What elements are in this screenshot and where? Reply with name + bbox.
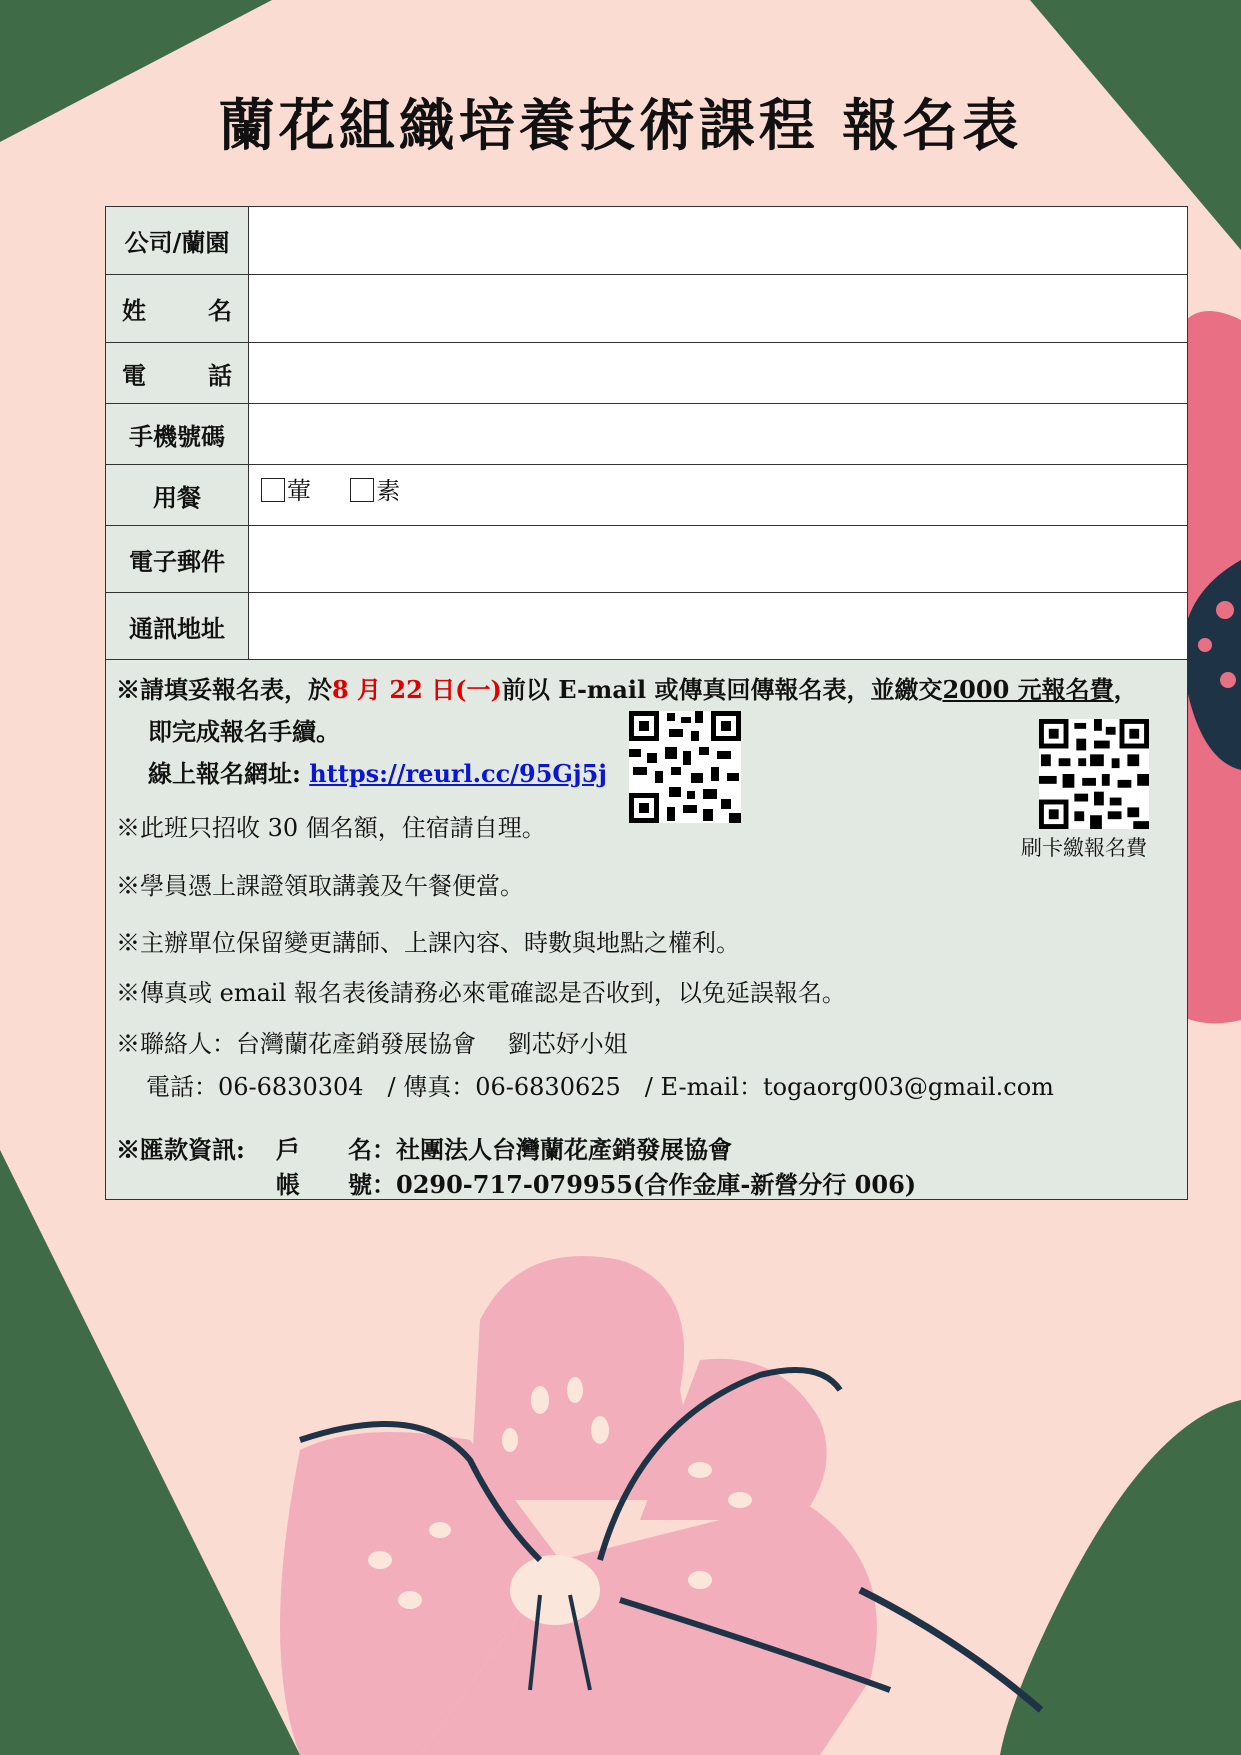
phone-field[interactable] xyxy=(249,343,1187,403)
vegetarian-checkbox[interactable] xyxy=(350,478,374,502)
complete-note: 即完成報名手續。 xyxy=(148,717,340,746)
rights-note: ※主辦單位保留變更講師、上課內容、時數與地點之權利。 xyxy=(116,929,740,957)
label-meal: 用餐 xyxy=(106,465,249,525)
label-phone: 電 話 xyxy=(106,343,249,403)
mobile-field[interactable] xyxy=(249,404,1187,464)
form-row-email xyxy=(106,526,1187,593)
form-row-company xyxy=(106,207,1187,275)
registration-form xyxy=(105,206,1188,1200)
remit-account-name: 戶 名：社團法人台灣蘭花產銷發展協會 xyxy=(276,1135,732,1164)
contact-person: ※聯絡人：台灣蘭花產銷發展協會 劉芯妤小姐 xyxy=(116,1030,628,1058)
registration-link[interactable]: https://reurl.cc/95Gj5j xyxy=(309,759,607,788)
confirm-note: ※傳真或 email 報名表後請務必來電確認是否收到，以免延誤報名。 xyxy=(116,979,846,1007)
name-field[interactable] xyxy=(249,275,1187,342)
label-mobile: 手機號碼 xyxy=(106,404,249,464)
label-address: 通訊地址 xyxy=(106,593,249,659)
label-name: 姓 名 xyxy=(106,275,249,342)
handout-note: ※學員憑上課證領取講義及午餐便當。 xyxy=(116,872,524,900)
form-row-phone xyxy=(106,343,1187,404)
form-title: 蘭花組織培養技術課程 報名表 xyxy=(218,93,1023,159)
email-field[interactable] xyxy=(249,526,1187,592)
card-payment-label: 刷卡繳報名費 xyxy=(1021,836,1147,860)
notes-section xyxy=(106,660,1187,1199)
contact-details: 電話：06-6830304 / 傳真：06-6830625 / E-mail：togaorg003@gmail.com xyxy=(146,1073,1054,1101)
remit-label: ※匯款資訊: xyxy=(116,1135,245,1164)
company-field[interactable] xyxy=(249,207,1187,274)
quota-note: ※此班只招收 30 個名額，住宿請自理。 xyxy=(116,814,546,842)
remit-account-number: 帳 號：0290-717-079955(合作金庫-新營分行 006) xyxy=(276,1170,917,1199)
form-row-name xyxy=(106,275,1187,343)
label-email: 電子郵件 xyxy=(106,526,249,592)
form-row-meal xyxy=(106,465,1187,526)
form-row-address xyxy=(106,593,1187,660)
meat-option-label: 葷 xyxy=(287,477,311,505)
address-field[interactable] xyxy=(249,593,1187,659)
meal-field xyxy=(249,465,1187,525)
label-company: 公司/蘭園 xyxy=(106,207,249,274)
form-row-mobile xyxy=(106,404,1187,465)
meat-checkbox[interactable] xyxy=(261,478,285,502)
vegetarian-option-label: 素 xyxy=(376,477,401,505)
online-registration: 線上報名網址: https://reurl.cc/95Gj5j xyxy=(148,759,607,788)
deadline-note: ※請填妥報名表，於8 月 22 日(一)前以 E-mail 或傳真回傳報名表，並繳交2000 元報名費， xyxy=(116,675,1138,704)
card-payment-qr-code xyxy=(1039,719,1149,829)
registration-qr-code xyxy=(629,711,741,823)
